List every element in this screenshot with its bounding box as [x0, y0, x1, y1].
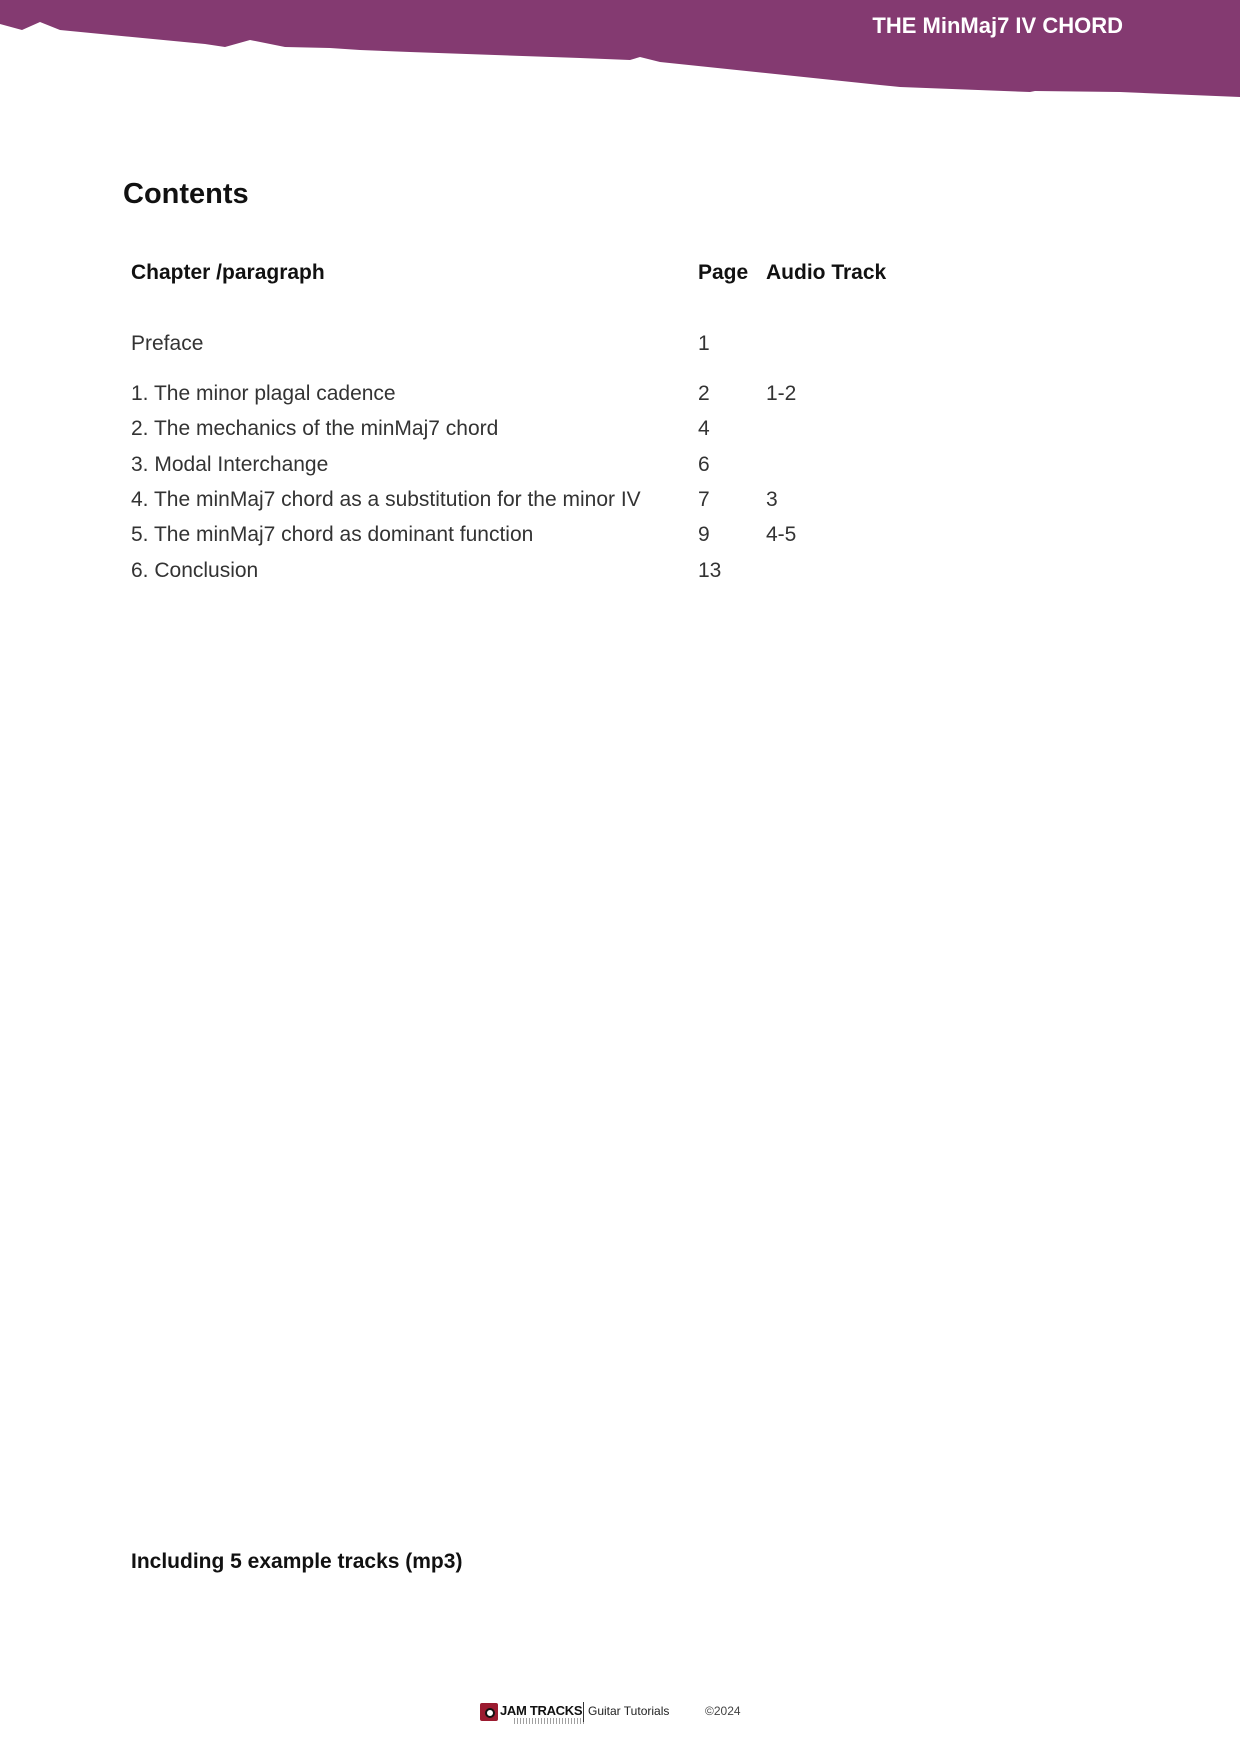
- copyright: ©2024: [705, 1704, 741, 1718]
- toc-row-page: 4: [698, 417, 710, 440]
- toc-row[interactable]: [0, 332, 1240, 364]
- toc-row-title: 1. The minor plagal cadence: [131, 382, 396, 405]
- logo-subtitle: Guitar Tutorials: [588, 1704, 670, 1718]
- footer: [480, 1702, 780, 1726]
- column-header-track: Audio Track: [766, 261, 887, 284]
- toc-row-track: 3: [766, 488, 778, 511]
- toc-row-page: 1: [698, 332, 710, 355]
- logo-divider: [583, 1702, 584, 1722]
- waveform-icon: [514, 1718, 584, 1724]
- toc-row-title: 2. The mechanics of the minMaj7 chord: [131, 417, 499, 440]
- toc-row-title: 3. Modal Interchange: [131, 453, 329, 476]
- contents-heading: Contents: [123, 178, 249, 210]
- column-header-page: Page: [698, 261, 749, 284]
- toc-row-title: 6. Conclusion: [131, 559, 259, 582]
- toc-row-title: Preface: [131, 332, 204, 355]
- toc-row[interactable]: [0, 453, 1240, 485]
- toc-row[interactable]: [0, 417, 1240, 449]
- toc-row[interactable]: [0, 559, 1240, 591]
- toc-row-title: 5. The minMaj7 chord as dominant function: [131, 523, 534, 546]
- toc-row[interactable]: [0, 382, 1240, 414]
- toc-row-page: 7: [698, 488, 710, 511]
- toc-row-title: 4. The minMaj7 chord as a substitution for the minor IV: [131, 488, 641, 511]
- toc-row-page: 2: [698, 382, 710, 405]
- column-header-chapter: Chapter /paragraph: [131, 261, 325, 284]
- toc-row-page: 9: [698, 523, 710, 546]
- example-tracks-note: Including 5 example tracks (mp3): [131, 1550, 463, 1573]
- toc-row-track: 4-5: [766, 523, 797, 546]
- jam-tracks-logo-icon: [480, 1703, 498, 1721]
- toc-row[interactable]: [0, 523, 1240, 555]
- toc-row-page: 6: [698, 453, 710, 476]
- logo-text: JAM TRACKS: [500, 1703, 583, 1718]
- toc-row-page: 13: [698, 559, 722, 582]
- toc-row-track: 1-2: [766, 382, 797, 405]
- toc-row[interactable]: [0, 488, 1240, 520]
- document-title: THE MinMaj7 IV CHORD: [872, 13, 1123, 38]
